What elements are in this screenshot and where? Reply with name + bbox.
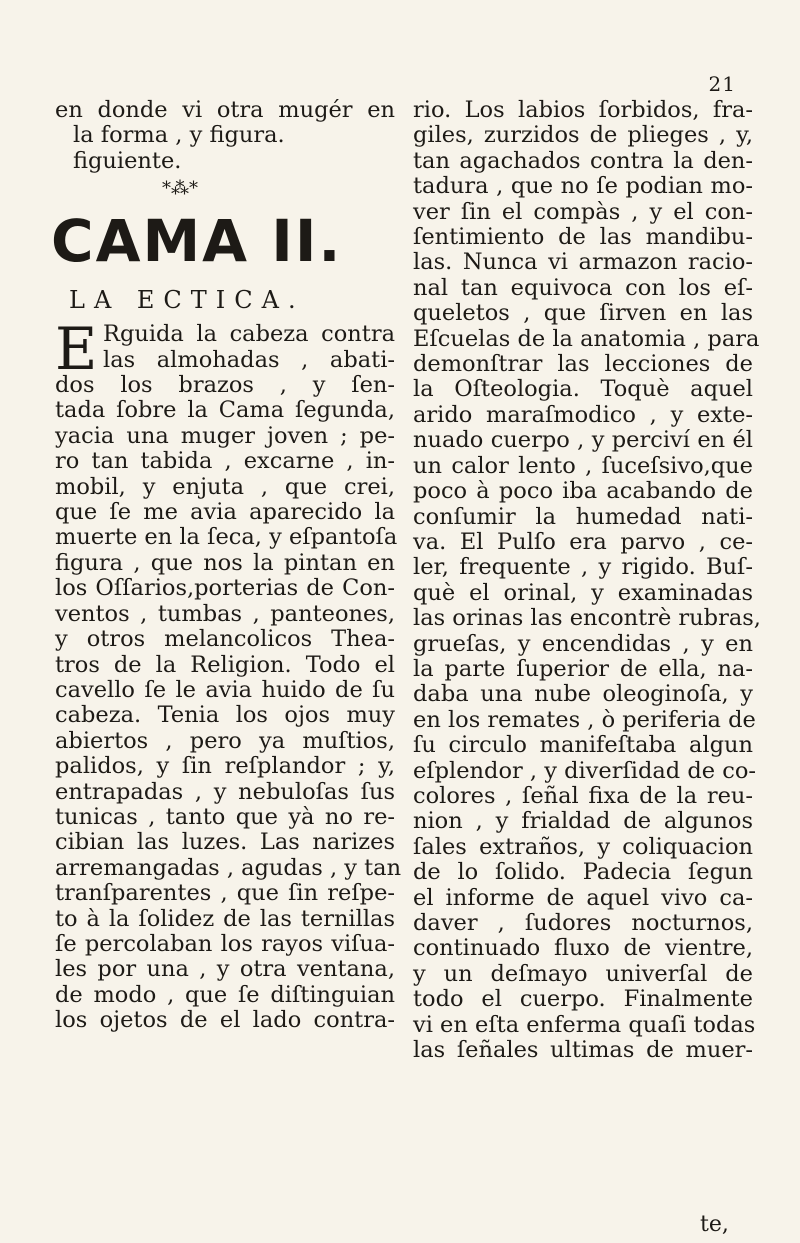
text-line: de lo ſolido. Padecia ſegun: [413, 859, 753, 886]
text-line: los Oſſarios,porterias de Con-: [55, 575, 395, 602]
drop-cap: E: [55, 315, 98, 384]
text-line: las orinas las encontrè rubras,: [413, 605, 761, 632]
text-line: las ſeñales ultimas de muer-: [413, 1037, 753, 1064]
text-line: tan agachados contra la den-: [413, 147, 753, 174]
text-line: continuado fluxo de vientre,: [413, 935, 753, 962]
text-line: queletos , que ſirven en las: [413, 300, 753, 327]
right-column: [413, 97, 761, 1064]
text-line: tranſparentes , que ſin reſpe-: [55, 880, 395, 907]
text-line: poco à poco iba acabando de: [413, 478, 753, 505]
text-line: tunicas , tanto que yà no re-: [55, 803, 395, 830]
text-line: en los remates , ò periferia de: [413, 706, 756, 733]
text-line: to à la ſolidez de las ternillas: [55, 905, 395, 932]
text-line: muerte en la ſeca, y eſpantoſa: [55, 524, 398, 551]
text-line: ler, frequente , y rigido. Buſ-: [413, 554, 753, 581]
text-line: tros de la Religion. Todo el: [55, 651, 395, 678]
chapter-title: CAMA II.: [51, 207, 343, 276]
text-line: nion , y frialdad de algunos: [413, 808, 753, 835]
text-line: giles, zurzidos de plieges , y,: [413, 122, 753, 149]
text-line: daver , ſudores nocturnos,: [413, 910, 753, 936]
text-line: conſumir la humedad nati-: [413, 503, 753, 530]
text-line: cibian las luzes. Las narizes: [55, 829, 395, 856]
text-line: palidos, y ſin reſplandor ; y,: [55, 753, 395, 780]
text-line: ſe percolaban los rayos viſua-: [55, 930, 395, 957]
text-line: ſu circulo manifeſtaba algun: [413, 732, 753, 759]
text-line: el informe de aquel vivo ca-: [413, 884, 753, 911]
text-line: demonſtrar las lecciones de: [413, 351, 753, 378]
text-line: daba una nube oleoginoſa, y: [413, 681, 753, 708]
text-line: la forma , y figura.: [73, 122, 285, 149]
text-line: colores , ſeñal fixa de la reu-: [413, 782, 753, 809]
text-line: y un deſmayo univerſal de: [413, 960, 753, 987]
text-line: ro tan tabida , excarne , in-: [55, 448, 395, 475]
text-line: tadura , que no ſe podian mo-: [413, 173, 753, 200]
text-line: grueſas, y encendidas , y en: [413, 630, 753, 657]
text-line: en donde vi otra mugér en: [55, 97, 395, 123]
text-line: rio. Los labios ſorbidos, fra-: [413, 97, 753, 123]
text-line: que ſe me avia aparecido la: [55, 499, 395, 526]
text-line: figura , que nos la pintan en: [55, 549, 395, 576]
text-line: ſentimiento de las mandibu-: [413, 224, 753, 251]
page-number: 21: [708, 72, 736, 96]
asterism-ornament: *⁂*: [162, 178, 198, 200]
text-line: arremangadas , agudas , y tan: [55, 854, 402, 881]
text-line: dos los brazos , y ſen-: [55, 372, 395, 399]
text-line: cavello ſe le avia huido de ſu: [55, 676, 395, 703]
chapter-subtitle: LA ECTICA.: [69, 286, 305, 315]
text-line: vi en eſta enferma quaſi todas: [413, 1011, 756, 1038]
text-line: cabeza. Tenia los ojos muy: [55, 702, 395, 729]
text-line: un calor lento , ſuceſsivo,que: [413, 452, 753, 479]
text-line: què el orinal, y examinadas: [413, 579, 753, 606]
text-line: las. Nunca vi armazon racio-: [413, 249, 753, 276]
text-line: figuiente.: [73, 147, 182, 174]
text-line: Eſcuelas de la anatomia , para: [413, 325, 760, 352]
text-line: yacia una muger joven ; pe-: [55, 422, 395, 449]
text-line: eſplendor , y diverſidad de co-: [413, 757, 756, 784]
text-line: arido maraſmodico , y exte-: [413, 401, 753, 428]
text-line: nuado cuerpo , y perciví en él: [413, 427, 753, 454]
text-line: la parte ſuperior de ella, na-: [413, 655, 753, 682]
catchword: te,: [700, 1212, 729, 1237]
drop-cap-paragraph: [55, 315, 395, 384]
text-line: la Oſteologia. Toquè aquel: [413, 376, 753, 403]
left-column: [51, 97, 402, 1034]
text-line: de modo , que ſe diſtinguian: [55, 981, 395, 1008]
text-line: nal tan equivoca con los eſ-: [413, 274, 753, 301]
text-line: tada ſobre la Cama ſegunda,: [55, 397, 395, 424]
text-line: mobil, y enjuta , que crei,: [55, 473, 395, 500]
text-line: ventos , tumbas , panteones,: [55, 600, 395, 627]
text-line: ver ſin el compàs , y el con-: [413, 198, 753, 225]
text-line: Rguida la cabeza contra: [103, 321, 395, 348]
text-line: les por una , y otra ventana,: [55, 956, 395, 983]
left-body-text: [55, 372, 402, 1034]
text-line: y otros melancolicos Thea-: [55, 626, 395, 653]
text-line: los ojetos de el lado contra-: [55, 1007, 395, 1034]
text-line: todo el cuerpo. Finalmente: [413, 986, 753, 1013]
text-line: va. El Pulſo era parvo , ce-: [413, 528, 753, 555]
text-line: las almohadas , abati-: [103, 346, 395, 373]
text-line: entrapadas , y nebuloſas ſus: [55, 778, 395, 805]
text-line: abiertos , pero ya muſtios,: [55, 727, 395, 754]
text-line: ſales extraños, y coliquacion: [413, 833, 753, 860]
